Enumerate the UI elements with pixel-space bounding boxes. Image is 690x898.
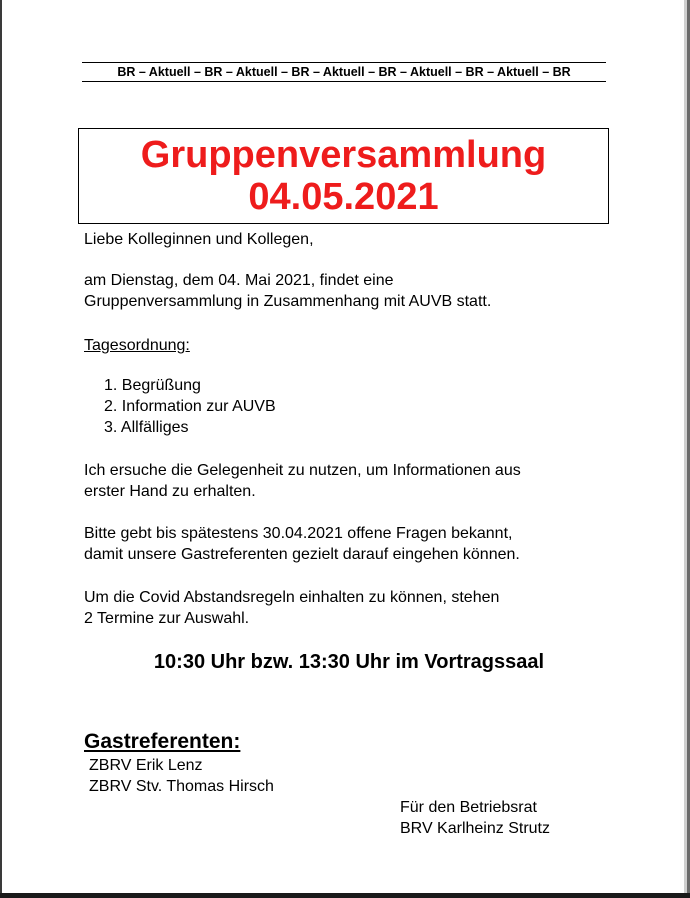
paragraph-2-line-1: Bitte gebt bis spätestens 30.04.2021 offene Fragen bekannt, [84, 525, 513, 542]
intro-line-2: Gruppenversammlung in Zusammenhang mit AUVB statt. [84, 293, 492, 310]
page-left-edge [0, 0, 2, 898]
guests-heading: Gastreferenten: [84, 730, 241, 753]
agenda-item: 2. Information zur AUVB [104, 398, 276, 415]
agenda-heading: Tagesordnung: [84, 337, 190, 354]
title-box [78, 128, 609, 224]
meeting-times: 10:30 Uhr bzw. 13:30 Uhr im Vortragssaal [153, 651, 545, 673]
intro-line-1: am Dienstag, dem 04. Mai 2021, findet eine [84, 272, 394, 289]
signature-line-2: BRV Karlheinz Strutz [400, 820, 550, 837]
title-heading: Gruppenversammlung [140, 134, 547, 176]
paragraph-3-line-1: Um die Covid Abstandsregeln einhalten zu können, stehen [84, 589, 500, 606]
paragraph-3-line-2: 2 Termine zur Auswahl. [84, 610, 250, 627]
signature-line-1: Für den Betriebsrat [400, 799, 537, 816]
guest-speaker: ZBRV Stv. Thomas Hirsch [89, 778, 274, 795]
paragraph-1-line-1: Ich ersuche die Gelegenheit zu nutzen, um Informationen aus [84, 462, 521, 479]
guest-speaker: ZBRV Erik Lenz [89, 757, 203, 774]
page-bottom-edge [0, 893, 690, 898]
paragraph-2-line-2: damit unsere Gastreferenten gezielt darauf eingehen können. [84, 546, 520, 563]
agenda-item: 1. Begrüßung [104, 377, 201, 394]
greeting: Liebe Kolleginnen und Kollegen, [84, 231, 314, 248]
header-banner: BR – Aktuell – BR – Aktuell – BR – Aktuell – BR – Aktuell – BR – Aktuell – BR [82, 62, 606, 82]
agenda-item: 3. Allfälliges [104, 419, 189, 436]
paragraph-1-line-2: erster Hand zu erhalten. [84, 483, 256, 500]
title-date: 04.05.2021 [248, 176, 439, 218]
agenda-list [104, 375, 276, 438]
